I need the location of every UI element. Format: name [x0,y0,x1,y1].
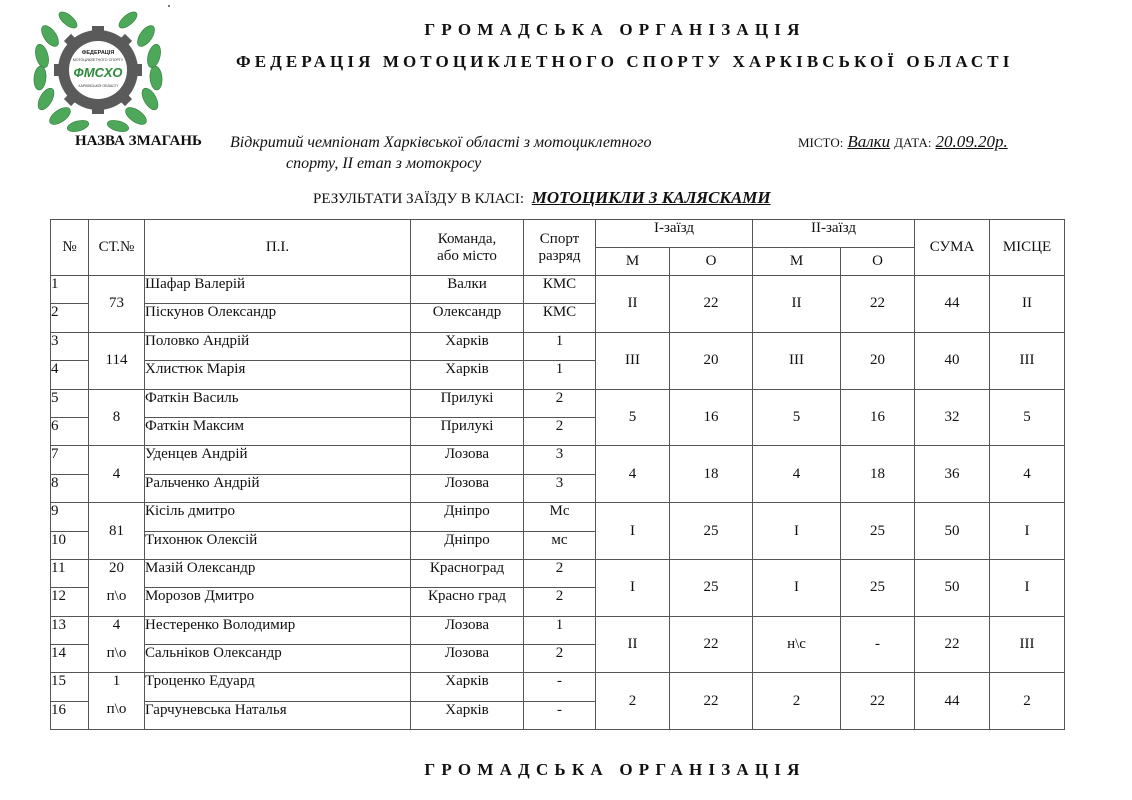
cell-race2-points: 25 [841,503,915,560]
cell-sum: 36 [915,446,990,503]
cell-no: 3 [51,332,89,360]
col-rank-l2: разряд [538,247,581,264]
organization-title: ГРОМАДСЬКА ОРГАНІЗАЦІЯ [424,20,806,39]
cell-race1-points: 20 [670,332,753,389]
cell-rank: - [524,673,596,701]
col-race1: I-заїзд [596,220,753,248]
cell-team: Лозова [411,446,524,474]
cell-no: 6 [51,417,89,445]
svg-text:МОТОЦИКЛЕТНОГО СПОРТУ: МОТОЦИКЛЕТНОГО СПОРТУ [72,58,124,62]
cell-race1-place: III [596,332,670,389]
cell-name: Тихонюк Олексій [145,531,411,559]
cell-race2-points: 16 [841,389,915,446]
results-table [50,219,1065,730]
cell-rank: мс [524,531,596,559]
cell-race2-place: 2 [753,673,841,730]
cell-race1-points: 22 [670,616,753,673]
col-race2-place: М [753,248,841,276]
cell-name: Уденцев Андрій [145,446,411,474]
cell-team: Валки [411,276,524,304]
cell-no: 2 [51,304,89,332]
results-class: МОТОЦИКЛИ З КАЛЯСКАМИ [531,188,771,207]
footer-organization-title: ГРОМАДСЬКА ОРГАНІЗАЦІЯ [424,760,806,779]
cell-no: 11 [51,559,89,587]
cell-name: Фаткін Василь [145,389,411,417]
cell-start-no: 114 [89,332,145,389]
svg-text:ХАРКІВСЬКОЇ ОБЛАСТІ: ХАРКІВСЬКОЇ ОБЛАСТІ [78,84,118,88]
cell-no: 10 [51,531,89,559]
cell-sum: 32 [915,389,990,446]
city-value: Валки [847,132,891,151]
cell-rank: 2 [524,645,596,673]
cell-start-no: 4 [89,446,145,503]
cell-no: 5 [51,389,89,417]
cell-race2-points: - [841,616,915,673]
cell-race1-points: 25 [670,503,753,560]
cell-team: Прилукі [411,389,524,417]
cell-race2-place: 5 [753,389,841,446]
cell-team: Лозова [411,474,524,502]
cell-rank: 3 [524,446,596,474]
cell-race2-place: I [753,559,841,616]
cell-start-note: п\о [89,645,145,673]
cell-name: Хлистюк Марія [145,361,411,389]
scan-speck [168,5,170,7]
cell-race2-place: III [753,332,841,389]
cell-place: 4 [990,446,1065,503]
cell-race1-place: I [596,503,670,560]
cell-race1-points: 18 [670,446,753,503]
cell-start-note: п\о [89,588,145,616]
cell-no: 15 [51,673,89,701]
cell-start-no: 73 [89,276,145,333]
cell-place: III [990,616,1065,673]
cell-race2-points: 20 [841,332,915,389]
cell-rank: Мс [524,503,596,531]
cell-sum: 44 [915,673,990,730]
cell-no: 14 [51,645,89,673]
cell-race1-place: II [596,276,670,333]
cell-race1-points: 25 [670,559,753,616]
cell-no: 8 [51,474,89,502]
cell-place: I [990,559,1065,616]
cell-no: 12 [51,588,89,616]
col-rank [524,220,596,276]
table-row [51,332,1065,360]
cell-race2-points: 18 [841,446,915,503]
col-start-no: СТ.№ [89,220,145,276]
cell-start-no: 20 [89,559,145,587]
col-team-l2: або місто [437,247,497,264]
svg-text:ФЕДЕРАЦІЯ: ФЕДЕРАЦІЯ [81,50,115,56]
cell-race2-points: 25 [841,559,915,616]
cell-sum: 50 [915,559,990,616]
cell-place: II [990,276,1065,333]
cell-team: Лозова [411,645,524,673]
cell-race1-place: 2 [596,673,670,730]
cell-team: Олександр [411,304,524,332]
date-value: 20.09.20р. [935,132,1008,151]
col-race2: II-заїзд [753,220,915,248]
cell-team: Красноград [411,559,524,587]
competition-name-line1: Відкритий чемпіонат Харківської області з мотоциклетного [230,134,652,151]
cell-race1-place: 4 [596,446,670,503]
col-sum: СУМА [915,220,990,276]
table-row [51,503,1065,531]
cell-race2-points: 22 [841,673,915,730]
cell-team: Харків [411,701,524,729]
cell-race2-place: I [753,503,841,560]
table-header-row [51,220,1065,248]
cell-start-no: 1 [89,673,145,701]
cell-no: 9 [51,503,89,531]
cell-start-note: п\о [89,701,145,729]
federation-title: ФЕДЕРАЦІЯ МОТОЦИКЛЕТНОГО СПОРТУ ХАРКІВСЬКОЇ ОБЛАСТІ [236,52,1014,71]
cell-rank: 1 [524,361,596,389]
cell-rank: 3 [524,474,596,502]
table-row [51,389,1065,417]
cell-race2-place: 4 [753,446,841,503]
cell-start-no: 81 [89,503,145,560]
cell-place: I [990,503,1065,560]
cell-name: Фаткін Максим [145,417,411,445]
cell-no: 1 [51,276,89,304]
cell-team: Харків [411,332,524,360]
cell-name: Шафар Валерій [145,276,411,304]
cell-name: Сальніков Олександр [145,645,411,673]
cell-race1-points: 22 [670,276,753,333]
cell-name: Нестеренко Володимир [145,616,411,644]
cell-place: 2 [990,673,1065,730]
cell-team: Харків [411,361,524,389]
cell-no: 4 [51,361,89,389]
cell-race1-place: II [596,616,670,673]
cell-no: 16 [51,701,89,729]
svg-text:ФМСХО: ФМСХО [73,65,123,80]
table-row [51,559,1065,587]
cell-name: Половко Андрій [145,332,411,360]
cell-name: Кісіль дмитро [145,503,411,531]
competition-name-line2: спорту, II етап з мотокросу [286,155,482,172]
cell-rank: 2 [524,559,596,587]
venue-date [798,132,1008,152]
cell-start-no: 4 [89,616,145,644]
cell-rank: 2 [524,389,596,417]
cell-start-no: 8 [89,389,145,446]
cell-sum: 22 [915,616,990,673]
cell-rank: КМС [524,276,596,304]
cell-no: 7 [51,446,89,474]
col-name: П.І. [145,220,411,276]
cell-sum: 50 [915,503,990,560]
col-team [411,220,524,276]
cell-team: Красно град [411,588,524,616]
cell-rank: 1 [524,616,596,644]
cell-rank: - [524,701,596,729]
table-row [51,616,1065,644]
cell-name: Троценко Едуард [145,673,411,701]
results-label: РЕЗУЛЬТАТИ ЗАЇЗДУ В КЛАСІ: [313,191,525,207]
date-label: ДАТА: [894,135,932,150]
results-heading [313,188,771,208]
cell-name: Ральченко Андрій [145,474,411,502]
col-race1-points: О [670,248,753,276]
col-race1-place: М [596,248,670,276]
cell-team: Лозова [411,616,524,644]
table-body [51,276,1065,730]
cell-team: Прилукі [411,417,524,445]
cell-race1-place: 5 [596,389,670,446]
competition-label: НАЗВА ЗМАГАНЬ [75,133,202,149]
cell-sum: 40 [915,332,990,389]
cell-race1-place: I [596,559,670,616]
cell-no: 13 [51,616,89,644]
table-row [51,276,1065,304]
col-team-l1: Команда, [437,230,497,247]
cell-rank: 1 [524,332,596,360]
cell-place: 5 [990,389,1065,446]
cell-race1-points: 22 [670,673,753,730]
col-race2-points: О [841,248,915,276]
cell-sum: 44 [915,276,990,333]
cell-rank: 2 [524,417,596,445]
col-place: МІСЦЕ [990,220,1065,276]
cell-race1-points: 16 [670,389,753,446]
cell-race2-place: II [753,276,841,333]
competition-name [230,132,750,174]
cell-rank: КМС [524,304,596,332]
table-row [51,673,1065,701]
cell-name: Мазій Олександр [145,559,411,587]
city-label: МІСТО: [798,135,844,150]
cell-team: Дніпро [411,531,524,559]
cell-team: Дніпро [411,503,524,531]
table-row [51,446,1065,474]
col-no: № [51,220,89,276]
cell-place: III [990,332,1065,389]
col-rank-l1: Спорт [539,230,580,247]
cell-race2-points: 22 [841,276,915,333]
cell-name: Піскунов Олександр [145,304,411,332]
cell-name: Морозов Дмитро [145,588,411,616]
cell-name: Гарчуневська Наталья [145,701,411,729]
cell-race2-place: н\с [753,616,841,673]
cell-rank: 2 [524,588,596,616]
cell-team: Харків [411,673,524,701]
